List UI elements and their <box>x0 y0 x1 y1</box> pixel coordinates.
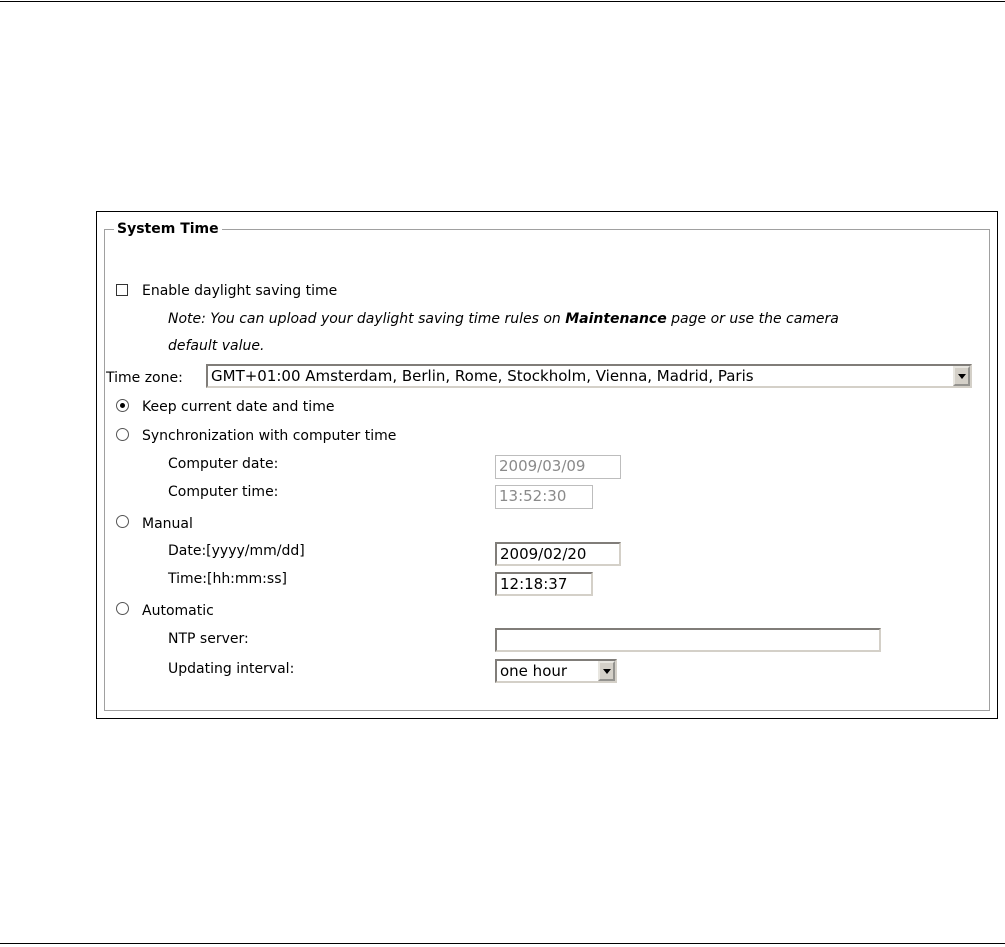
computer-date-field: 2009/03/09 <box>495 455 621 479</box>
computer-time-field: 13:52:30 <box>495 485 593 509</box>
computer-time-label: Computer time: <box>168 484 279 500</box>
updating-interval-select[interactable] <box>495 659 617 683</box>
manual-date-label: Date:[yyyy/mm/dd] <box>168 543 305 559</box>
daylight-note-line2: default value. <box>168 338 265 354</box>
manual-time-label: Time:[hh:mm:ss] <box>168 571 287 587</box>
section-title: System Time <box>114 220 222 238</box>
timezone-selected-value: GMT+01:00 Amsterdam, Berlin, Rome, Stockholm, Vienna, Madrid, Paris <box>211 367 754 385</box>
keep-current-label: Keep current date and time <box>142 399 335 415</box>
page-bottom-rule <box>0 943 1005 944</box>
manual-date-input[interactable]: 2009/02/20 <box>495 542 621 566</box>
timezone-select[interactable] <box>206 364 972 388</box>
daylight-note: Note: You can upload your daylight saving time rules on Maintenance page or use the camera <box>168 311 839 327</box>
manual-time-input[interactable]: 12:18:37 <box>495 572 593 596</box>
ntp-server-label: NTP server: <box>168 631 249 647</box>
manual-label: Manual <box>142 516 193 532</box>
radio-selected-dot <box>120 403 125 408</box>
sync-computer-radio[interactable] <box>116 428 129 441</box>
chevron-down-icon[interactable] <box>953 366 970 386</box>
ntp-server-input[interactable] <box>495 628 881 652</box>
sync-computer-label: Synchronization with computer time <box>142 428 397 444</box>
automatic-radio[interactable] <box>116 602 129 615</box>
daylight-saving-checkbox[interactable] <box>116 284 128 296</box>
computer-date-label: Computer date: <box>168 456 279 472</box>
keep-current-radio[interactable] <box>116 399 129 412</box>
maintenance-page-reference: Maintenance <box>565 311 667 327</box>
page-top-rule <box>0 1 1005 2</box>
updating-interval-label: Updating interval: <box>168 661 295 677</box>
manual-radio[interactable] <box>116 515 129 528</box>
updating-interval-value: one hour <box>500 662 568 680</box>
automatic-label: Automatic <box>142 603 214 619</box>
daylight-saving-label: Enable daylight saving time <box>142 283 338 299</box>
chevron-down-icon[interactable] <box>598 661 615 681</box>
timezone-label: Time zone: <box>106 370 183 386</box>
